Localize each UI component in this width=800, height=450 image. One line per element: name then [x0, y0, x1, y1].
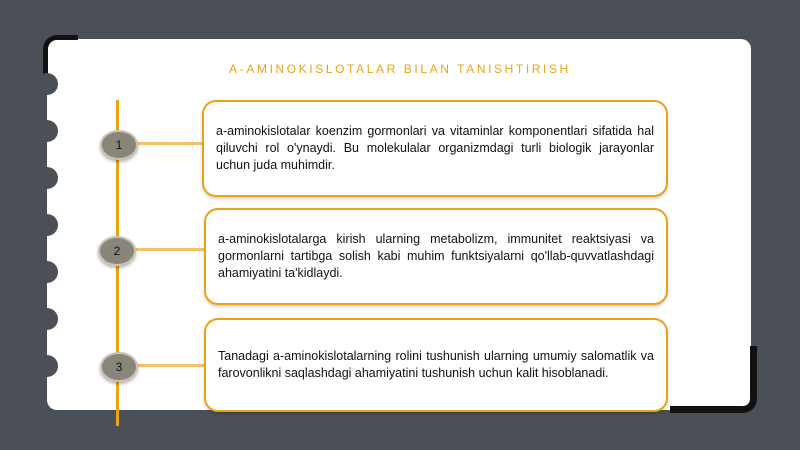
step-card-text: Tanadagi a-aminokislotalarning rolini tushunish ularning umumiy salomatlik va farovonlikni saqlashdagi ahamiyatini tushunish uchun kalit hisoblanadi. — [218, 348, 654, 380]
corner-bracket-bottom-right — [670, 346, 757, 413]
step-marker-1: 1 — [100, 130, 138, 160]
step-card-2 — [204, 208, 668, 305]
notch-decoration — [36, 261, 58, 283]
notch-decoration — [36, 214, 58, 236]
notch-decoration — [36, 308, 58, 330]
step-marker-2: 2 — [98, 236, 136, 266]
notch-decoration — [36, 73, 58, 95]
step-card-3 — [204, 318, 668, 412]
step-card-1 — [202, 100, 668, 197]
step-card-text: a-aminokislotalarga kirish ularning metabolizm, immunitet reaktsiyasi va gormonlarni tartibga solish kabi muhim funktsiyalarni qo'llab-quvvatlashdagi ahamiyatini ta'kidlaydi. — [218, 231, 654, 281]
connector-line — [135, 142, 203, 145]
connector-line — [135, 248, 205, 251]
connector-line — [135, 364, 205, 367]
slide-title: A-AMINOKISLOTALAR BILAN TANISHTIRISH — [229, 62, 571, 76]
notch-decoration — [36, 120, 58, 142]
notch-decoration — [36, 355, 58, 377]
step-marker-3: 3 — [100, 352, 138, 382]
step-card-text: a-aminokislotalar koenzim gormonlari va vitaminlar komponentlari sifatida hal qiluvchi rol o'ynaydi. Bu molekulalar organizmdagi turli biologik jarayonlar uchun juda muhimdir. — [216, 123, 654, 173]
notch-decoration — [36, 167, 58, 189]
